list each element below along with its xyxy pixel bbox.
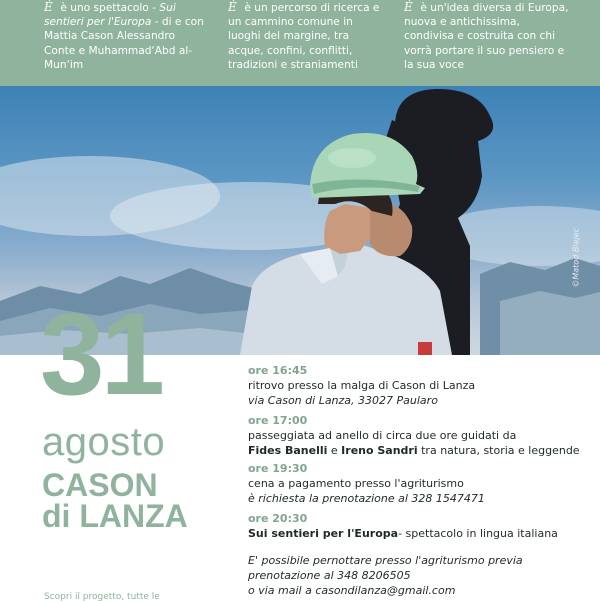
intro-col1-title: Sui sentieri per l'Europa: [44, 2, 176, 29]
schedule-item-show: [248, 511, 588, 541]
note-email-line: o via mail a casondilanza@gmail.com: [248, 584, 456, 597]
schedule-guides: [248, 443, 588, 458]
event-place-line1: CASON: [42, 467, 158, 503]
note-line: E' possibile pernottare presso l'agriturismo previa: [248, 554, 523, 567]
schedule-time: ore 19:30: [248, 462, 308, 475]
e-marker-icon: È: [228, 0, 237, 14]
overnight-note: [248, 553, 588, 598]
note-line: prenotazione al 348 8206505: [248, 569, 411, 582]
event-place: [42, 467, 188, 534]
intro-col3-text: è un'idea diversa di Europa, nuova e antichissima, condivisa e costruita con chi vorrà portare il suo pensiero e la sua voce: [404, 2, 569, 71]
schedule-item-dinner: [248, 461, 588, 506]
intro-column-show: [44, 0, 204, 72]
intro-col1-lead: è uno spettacolo -: [60, 2, 157, 14]
schedule-show-line: [248, 526, 588, 541]
intro-column-idea: [404, 0, 569, 72]
guide-conjunction: e: [327, 444, 342, 457]
intro-column-path: [228, 0, 388, 72]
e-marker-icon: È: [44, 0, 53, 14]
guide-name: Fides Banelli: [248, 444, 328, 457]
event-month: agosto: [42, 420, 166, 464]
schedule-text: ritrovo presso la malga di Cason di Lanza: [248, 379, 476, 392]
schedule-time: ore 16:45: [248, 364, 308, 377]
schedule-address: via Cason di Lanza, 33027 Paularo: [248, 394, 438, 407]
schedule-text: passeggiata ad anello di circa due ore guidati da: [248, 429, 517, 442]
show-description: - spettacolo in lingua italiana: [398, 527, 558, 540]
project-link-text: Scopri il progetto, tutte le: [44, 592, 160, 602]
event-place-line2: di LANZA: [42, 498, 188, 534]
intro-col1-rest: - di e con Mattia Cason Alessandro Conte e Muhammad‘Abd al-Mun‘im: [44, 16, 204, 71]
photo-credit: ©Matod Blejec: [572, 228, 581, 288]
schedule-item-walk: [248, 413, 588, 458]
intro-col2-text: è un percorso di ricerca e un cammino comune in luoghi del margine, tra acque, confini, conflitti, tradizioni e straniamenti: [228, 2, 380, 71]
schedule-text: cena a pagamento presso l'agriturismo: [248, 477, 464, 490]
schedule-item-meeting: [248, 363, 588, 408]
event-day: 31: [40, 289, 162, 419]
schedule-reservation: è richiesta la prenotazione al 328 1547471: [248, 492, 485, 505]
schedule-text-rest: tra natura, storia e leggende: [417, 444, 580, 457]
e-marker-icon: È: [404, 0, 413, 14]
schedule-time: ore 20:30: [248, 512, 308, 525]
show-title: Sui sentieri per l'Europa: [248, 527, 399, 540]
schedule-time: ore 17:00: [248, 414, 308, 427]
guide-name: Ireno Sandri: [341, 444, 418, 457]
